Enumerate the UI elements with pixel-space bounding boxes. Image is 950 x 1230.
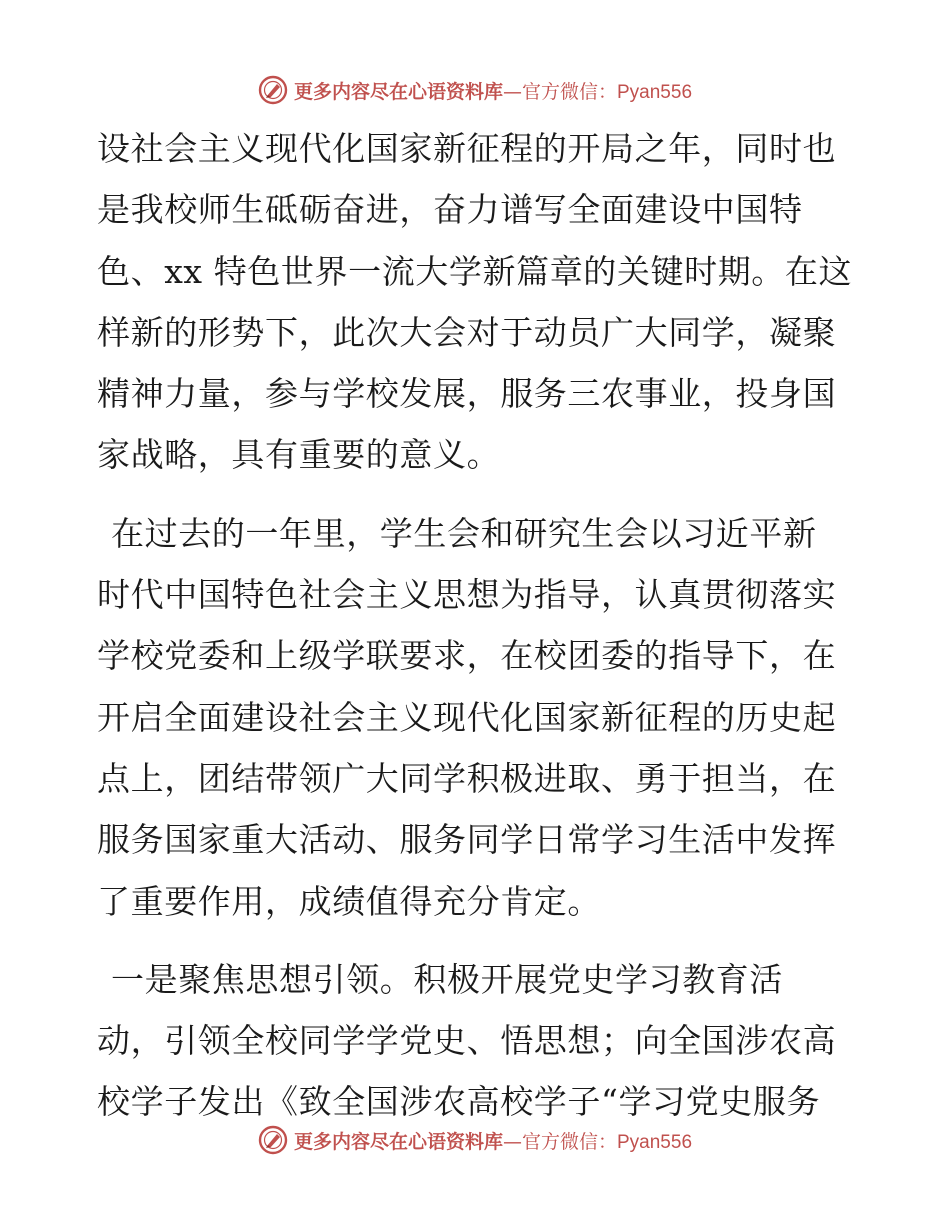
text-line: 家战略，具有重要的意义。 <box>97 435 501 475</box>
pen-seal-icon <box>258 75 288 105</box>
text-line: 动，引领全校同学学党史、悟思想；向全国涉农高 <box>97 1021 837 1061</box>
text-line: 色、xx 特色世界一流大学新篇章的关键时期。在这 <box>97 251 853 291</box>
text-line: 点上，团结带领广大同学积极进取、勇于担当，在 <box>97 758 837 798</box>
text-line: 了重要作用，成绩值得充分肯定。 <box>97 881 601 921</box>
footer-watermark <box>0 1120 950 1160</box>
text-line: 校学子发出《致全国涉农高校学子“学习党史服务 <box>97 1082 821 1122</box>
text-line: 一是聚焦思想引领。积极开展党史学习教育活 <box>111 959 783 999</box>
text-line: 服务国家重大活动、服务同学日常学习生活中发挥 <box>97 820 837 860</box>
text-line: 学校党委和上级学联要求，在校团委的指导下，在 <box>97 636 837 676</box>
paragraph-2 <box>97 503 867 932</box>
text-line: 在过去的一年里，学生会和研究生会以习近平新 <box>111 513 817 553</box>
paragraph-1 <box>97 118 867 486</box>
watermark-text: 更多内容尽在心语资料库—官方微信：Pyan556 <box>293 80 693 103</box>
watermark-text: 更多内容尽在心语资料库—官方微信：Pyan556 <box>293 1130 693 1153</box>
text-line: 设社会主义现代化国家新征程的开局之年，同时也 <box>97 129 837 168</box>
text-line: 时代中国特色社会主义思想为指导，认真贯彻落实 <box>97 575 837 615</box>
text-line: 精神力量，参与学校发展，服务三农事业，投身国 <box>97 374 837 414</box>
document-body <box>97 118 867 1133</box>
pen-seal-icon <box>258 1125 288 1155</box>
text-line: 开启全面建设社会主义现代化国家新征程的历史起 <box>97 697 837 737</box>
paragraph-3 <box>97 949 867 1133</box>
header-watermark <box>0 70 950 110</box>
text-line: 样新的形势下，此次大会对于动员广大同学，凝聚 <box>97 312 837 352</box>
text-line: 是我校师生砥砺奋进，奋力谱写全面建设中国特 <box>97 190 803 230</box>
